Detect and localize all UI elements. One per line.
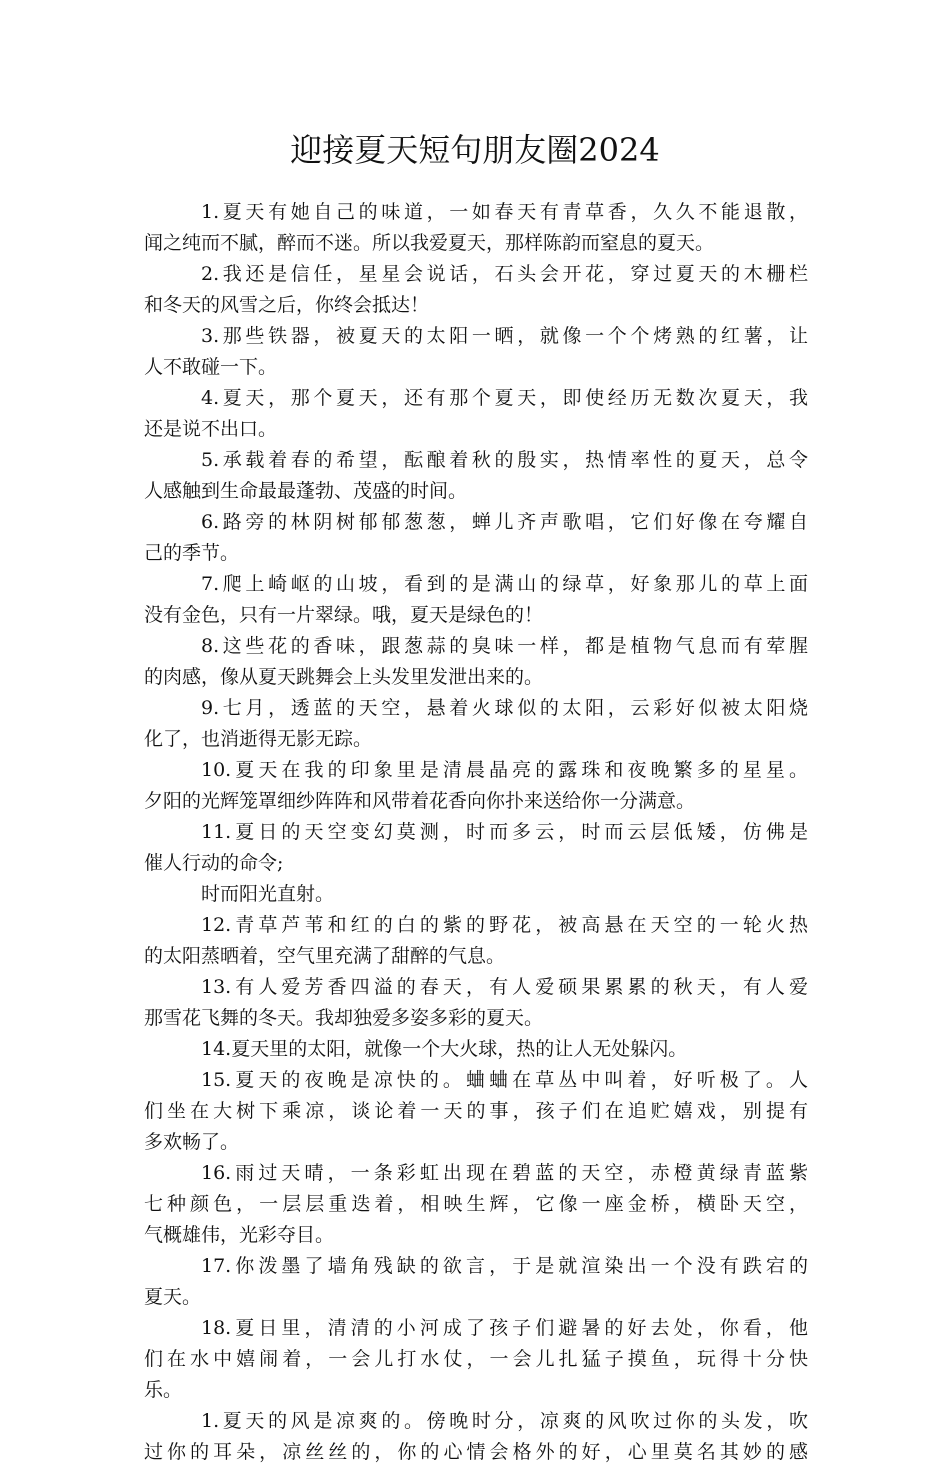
paragraph-line: 的太阳蒸晒着，空气里充满了甜醉的气息。	[144, 945, 506, 967]
paragraph-line: 10.夏天在我的印象里是清晨晶亮的露珠和夜晚繁多的星星。	[201, 759, 808, 781]
paragraph-line: 过你的耳朵，凉丝丝的，你的心情会格外的好，心里莫名其妙的感	[144, 1441, 808, 1463]
paragraph-line: 13.有人爱芳香四溢的春天，有人爱硕果累累的秋天，有人爱	[201, 976, 808, 998]
paragraph-line: 1.夏天的风是凉爽的。傍晚时分，凉爽的风吹过你的头发，吹	[201, 1410, 808, 1432]
paragraph-line: 8.这些花的香味，跟葱蒜的臭味一样，都是植物气息而有荤腥	[201, 635, 808, 657]
paragraph-line: 没有金色，只有一片翠绿。哦，夏天是绿色的！	[144, 604, 544, 626]
paragraph-line: 人不敢碰一下。	[144, 356, 278, 378]
paragraph-line: 七种颜色，一层层重迭着，相映生辉，它像一座金桥，横卧天空，	[144, 1193, 808, 1215]
paragraph-line: 17.你泼墨了墙角残缺的欲言，于是就渲染出一个没有跌宕的	[201, 1255, 808, 1277]
paragraph-line: 气概雄伟，光彩夺目。	[144, 1224, 335, 1246]
paragraph-line: 15.夏天的夜晚是凉快的。蛐蛐在草丛中叫着，好听极了。人	[201, 1069, 808, 1091]
document-title: 迎接夏天短句朋友圈2024	[290, 131, 660, 169]
paragraph-line: 3.那些铁器，被夏天的太阳一晒，就像一个个烤熟的红薯，让	[201, 325, 808, 347]
paragraph-line: 时而阳光直射。	[201, 883, 335, 905]
paragraph-line: 16.雨过天晴，一条彩虹出现在碧蓝的天空，赤橙黄绿青蓝紫	[201, 1162, 808, 1184]
paragraph-line: 12.青草芦苇和红的白的紫的野花，被高悬在天空的一轮火热	[201, 914, 808, 936]
paragraph-line: 和冬天的风雪之后，你终会抵达！	[144, 294, 430, 316]
paragraph-line: 那雪花飞舞的冬天。我却独爱多姿多彩的夏天。	[144, 1007, 544, 1029]
paragraph-line: 多欢畅了。	[144, 1131, 240, 1153]
paragraph-line: 人感触到生命最最蓬勃、茂盛的时间。	[144, 480, 468, 502]
paragraph-line: 5.承载着春的希望，酝酿着秋的殷实，热情率性的夏天，总令	[201, 449, 808, 471]
paragraph-line: 2.我还是信任，星星会说话，石头会开花，穿过夏天的木栅栏	[201, 263, 808, 285]
paragraph-line: 乐。	[144, 1379, 183, 1401]
paragraph-line: 11.夏日的天空变幻莫测，时而多云，时而云层低矮，仿佛是	[201, 821, 808, 843]
paragraph-line: 4.夏天，那个夏天，还有那个夏天，即使经历无数次夏天，我	[201, 387, 808, 409]
paragraph-line: 们坐在大树下乘凉，谈论着一天的事，孩子们在追贮嬉戏，别提有	[144, 1100, 808, 1122]
document-body	[144, 197, 808, 1468]
paragraph-line: 1.夏天有她自己的味道，一如春天有青草香，久久不能退散，	[201, 201, 808, 223]
paragraph-line: 14.夏天里的太阳，就像一个大火球，热的让人无处躲闪。	[201, 1038, 688, 1060]
paragraph-line: 7.爬上崎岖的山坡，看到的是满山的绿草，好象那儿的草上面	[201, 573, 808, 595]
paragraph-line: 还是说不出口。	[144, 418, 278, 440]
paragraph-line: 催人行动的命令;	[144, 852, 284, 874]
paragraph-line: 的肉感，像从夏天跳舞会上头发里发泄出来的。	[144, 666, 544, 688]
paragraph-line: 夕阳的光辉笼罩细纱阵阵和风带着花香向你扑来送给你一分满意。	[144, 790, 696, 812]
paragraph-line: 9.七月，透蓝的天空，悬着火球似的太阳，云彩好似被太阳烧	[201, 697, 808, 719]
paragraph-line: 化了，也消逝得无影无踪。	[144, 728, 373, 750]
paragraph-line: 18.夏日里，清清的小河成了孩子们避暑的好去处，你看，他	[201, 1317, 808, 1339]
paragraph-line: 己的季节。	[144, 542, 240, 564]
paragraph-line: 闻之纯而不腻，醉而不迷。所以我爱夏天，那样陈韵而窒息的夏天。	[144, 232, 715, 254]
paragraph-line: 6.路旁的林阴树郁郁葱葱，蝉儿齐声歌唱，它们好像在夸耀自	[201, 511, 808, 533]
paragraph-line: 夏天。	[144, 1286, 202, 1308]
paragraph-line: 们在水中嬉闹着，一会儿打水仗，一会儿扎猛子摸鱼，玩得十分快	[144, 1348, 808, 1370]
